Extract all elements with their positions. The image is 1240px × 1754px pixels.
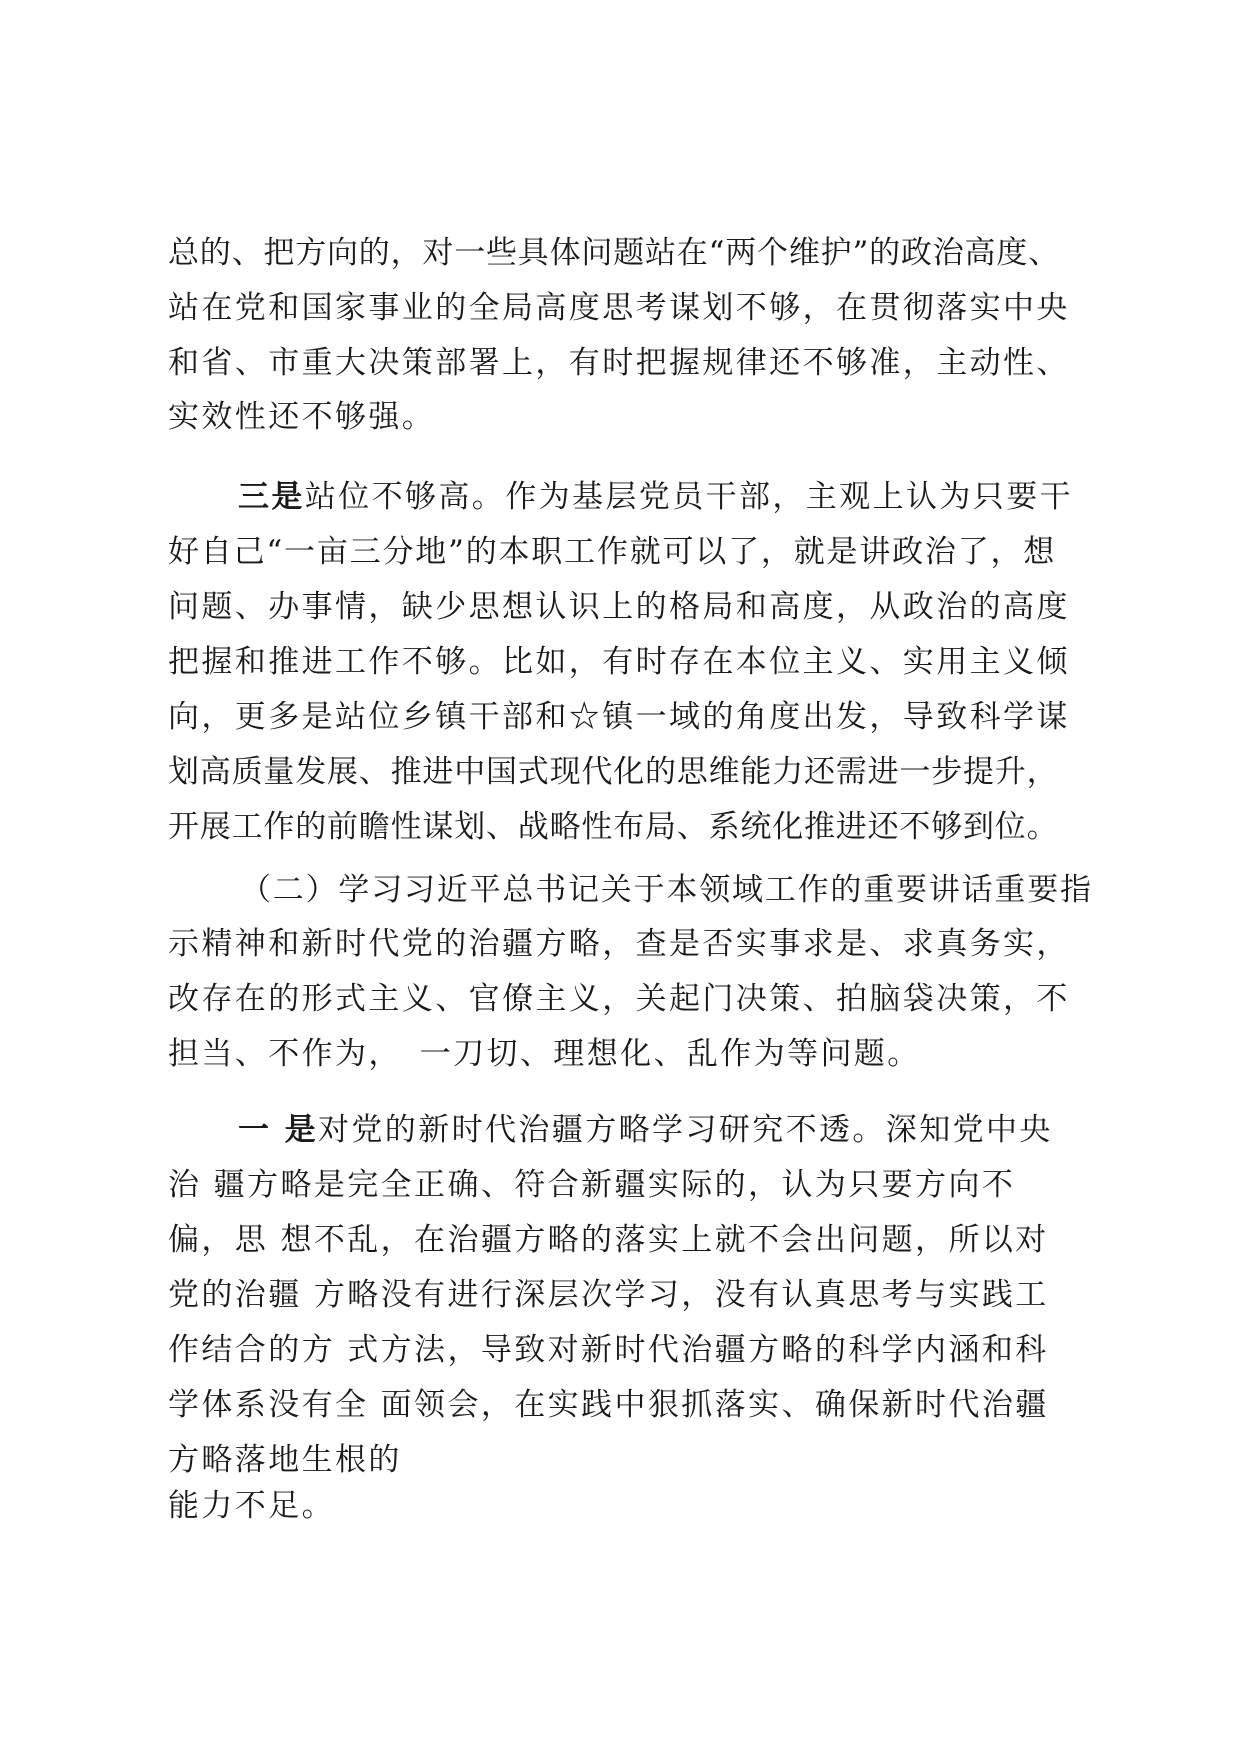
paragraph-line: 好自己“一亩三分地”的本职工作就可以了，就是讲政治了，想 (168, 534, 1057, 570)
paragraph-line: 把握和推进工作不够。比如，有时存在本位主义、实用主义倾 (168, 644, 1070, 680)
paragraph-line: 偏，思 想不乱，在治疆方略的落实上就不会出问题，所以对 (168, 1222, 1049, 1258)
paragraph-first-line (238, 1110, 1053, 1150)
paragraph-line: 向，更多是站位乡镇干部和☆镇一域的角度出发，导致科学谋 (168, 699, 1070, 735)
paragraph-line: 学体系没有全 面领会，在实践中狠抓落实、确保新时代治疆 (168, 1387, 1049, 1423)
paragraph-line: 站在党和国家事业的全局高度思考谋划不够，在贯彻落实中央 (168, 290, 1070, 326)
lead-rest-text: 对党的新时代治疆方略学习研究不透。深知党中央 (318, 1112, 1053, 1148)
paragraph-line: 能力不足。 (168, 1488, 335, 1524)
paragraph-line: 划高质量发展、推进中国式现代化的思维能力还需进一步提升， (168, 754, 1059, 790)
paragraph-line: 作结合的方 式方法，导致对新时代治疆方略的科学内涵和科 (168, 1332, 1049, 1368)
paragraph-first-line (238, 477, 1073, 517)
bold-lead-text: 三是 (238, 479, 305, 515)
paragraph-line: 问题、办事情，缺少思想认识上的格局和高度，从政治的高度 (168, 589, 1070, 625)
bold-lead-text: 一 是 (238, 1112, 318, 1148)
paragraph-line: 方略落地生根的 (168, 1442, 402, 1478)
lead-rest-text: 站位不够高。作为基层党员干部，主观上认为只要干 (304, 479, 1074, 515)
section-heading-line: （二）学习习近平总书记关于本领域工作的重要讲话重要指 (240, 872, 1093, 908)
paragraph-line: 开展工作的前瞻性谋划、战略性布局、系统化推进还不够到位。 (168, 809, 1059, 845)
paragraph-line: 担当、不作为， 一刀切、理想化、乱作为等问题。 (168, 1036, 921, 1072)
paragraph-line: 总的、把方向的，对一些具体问题站在“两个维护”的政治高度、 (168, 235, 1060, 271)
paragraph-line: 示精神和新时代党的治疆方略，查是否实事求是、求真务实， (168, 926, 1070, 962)
paragraph-line: 实效性还不够强。 (168, 399, 436, 435)
paragraph-line: 改存在的形式主义、官僚主义，关起门决策、拍脑袋决策，不 (168, 981, 1070, 1017)
paragraph-line: 治 疆方略是完全正确、符合新疆实际的，认为只要方向不 (168, 1167, 1016, 1203)
paragraph-line: 和省、市重大决策部署上，有时把握规律还不够准，主动性、 (168, 345, 1070, 381)
paragraph-line: 党的治疆 方略没有进行深层次学习，没有认真思考与实践工 (168, 1277, 1049, 1313)
